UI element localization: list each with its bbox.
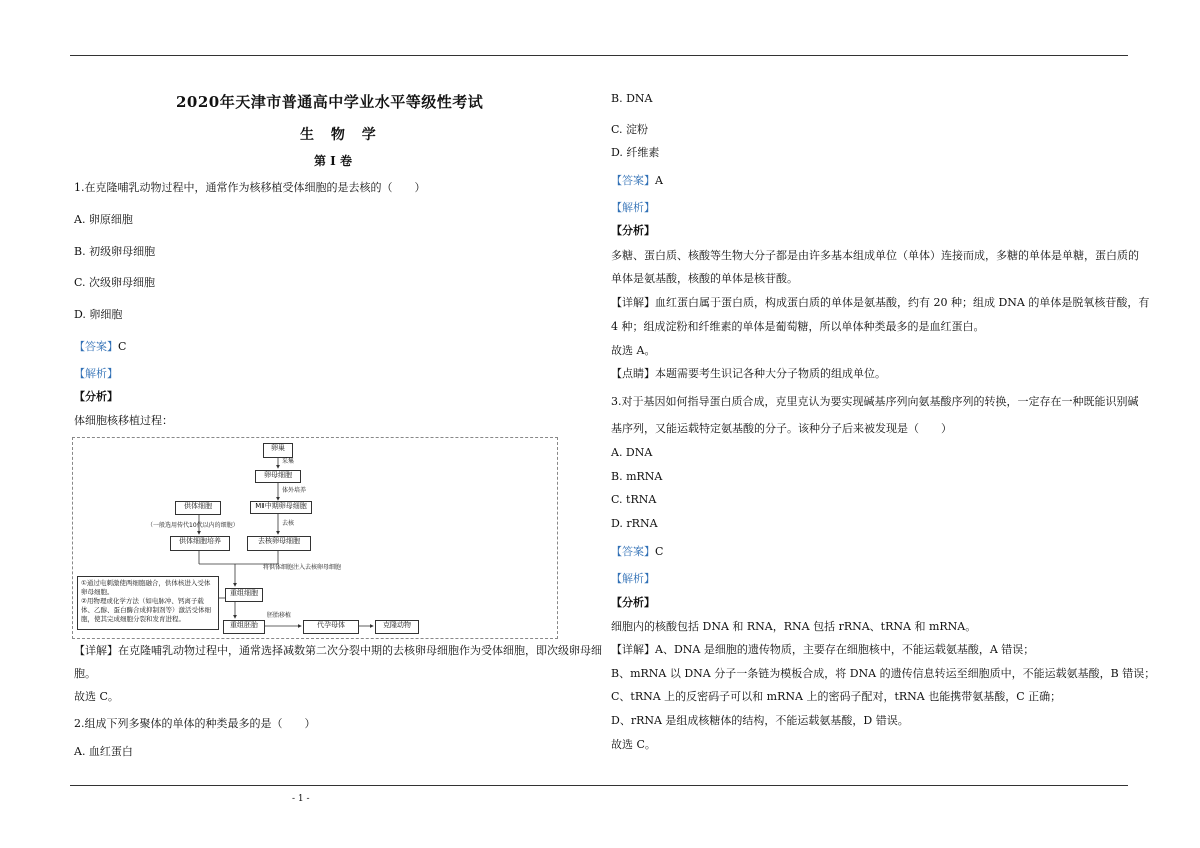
q1-option-b: B. 初级卵母细胞 (74, 245, 156, 258)
page-subtitle: 生 物 学 (300, 127, 382, 143)
nuclear-transfer-flowchart (72, 437, 558, 639)
q1-conclusion: 故选 C。 (74, 690, 119, 703)
q3-analysis-tag: 【解析】 (611, 572, 655, 585)
q3-option-d: D. rRNA (611, 517, 658, 530)
q2-option-a: A. 血红蛋白 (74, 745, 133, 758)
q3-option-b: B. mRNA (611, 470, 663, 483)
box-oocyte: 卵母细胞 (255, 470, 301, 483)
q2-answer (611, 174, 663, 188)
box-donor-culture: 供体细胞培养 (170, 536, 230, 551)
label-embryo-transfer: 胚胎移植 (267, 612, 292, 619)
q1-option-a: A. 卵原细胞 (74, 213, 133, 226)
q1-option-d: D. 卵细胞 (74, 308, 123, 321)
q3-detail-c: C、tRNA 上的反密码子可以和 mRNA 上的密码子配对，tRNA 也能携带氨基酸，C 正确； (611, 690, 1062, 703)
box-ovary: 卵巢 (263, 443, 293, 458)
q2-option-b: B. DNA (611, 92, 653, 105)
box-enucleated-oocyte: 去核卵母细胞 (247, 536, 311, 551)
q2-fenxi-1: 多糖、蛋白质、核酸等生物大分子都是由许多基本组成单位（单体）连接而成，多糖的单体是单糖，蛋白质的 (611, 249, 1139, 262)
answer-value: A (655, 174, 663, 187)
q3-answer (611, 545, 663, 559)
q3-stem-1: 3.对于基因如何指导蛋白质合成，克里克认为要实现碱基序列向氨基酸序列的转换，一定存在一种既能识别碱 (611, 395, 1139, 408)
q3-option-a: A. DNA (611, 446, 653, 459)
q3-detail-a: 【详解】A、DNA 是细胞的遗传物质，主要存在细胞核中，不能运载氨基酸，A 错误； (611, 643, 1035, 656)
q2-option-d: D. 纤维素 (611, 146, 660, 159)
label-enucleate: 去核 (282, 520, 295, 527)
q3-option-c: C. tRNA (611, 493, 657, 506)
q1-detail-2: 胞。 (74, 667, 96, 680)
answer-tag: 【答案】 (611, 545, 655, 558)
volume-label: 第 I 卷 (314, 154, 352, 168)
q2-conclusion: 故选 A。 (611, 344, 656, 357)
q1-intro: 体细胞核移植过程： (74, 414, 173, 427)
bottom-rule (70, 785, 1128, 786)
answer-tag: 【答案】 (611, 174, 655, 187)
page-number: - 1 - (292, 794, 310, 804)
q2-option-c: C. 淀粉 (611, 123, 649, 136)
q3-conclusion: 故选 C。 (611, 738, 656, 751)
q3-detail-d: D、rRNA 是组成核糖体的结构，不能运载氨基酸，D 错误。 (611, 714, 909, 727)
q2-analysis-tag: 【解析】 (611, 201, 655, 214)
q2-detail-2: 4 种；组成淀粉和纤维素的单体是葡萄糖，所以单体种类最多的是血红蛋白。 (611, 320, 985, 333)
q1-detail-1: 【详解】在克隆哺乳动物过程中，通常选择减数第二次分裂中期的去核卵母细胞作为受体细胞，即次级卵母细 (74, 644, 602, 657)
box-mii-oocyte: MⅡ中期卵母细胞 (250, 501, 312, 514)
q2-stem: 2.组成下列多聚体的单体的种类最多的是（ ） (74, 717, 316, 730)
q3-detail-b: B、mRNA 以 DNA 分子一条链为模板合成，将 DNA 的遗传信息转运至细胞质中，不能运载氨基酸，B 错误； (611, 667, 1156, 680)
q1-analysis-tag: 【解析】 (74, 367, 118, 380)
q2-fenxi: 【分析】 (611, 224, 655, 237)
q1-fenxi: 【分析】 (74, 390, 118, 403)
label-collect: 采集 (282, 458, 295, 465)
q2-dianjing: 【点睛】本题需要考生识记各种大分子物质的组成单位。 (611, 367, 886, 380)
q3-stem-2: 基序列，又能运载特定氨基酸的分子。该种分子后来被发现是（ ） (611, 422, 952, 435)
q2-detail-1: 【详解】血红蛋白属于蛋白质，构成蛋白质的单体是氨基酸，约有 20 种；组成 DNA 的单体是脱氧核苷酸，有 (611, 296, 1150, 309)
q1-answer (74, 340, 126, 354)
fusion-activation-note: ①通过电刺激使两细胞融合，供体核进入受体卵母细胞。 ②用物理或化学方法（如电脉冲、钙离子载体、乙醇、蛋白酶合成抑制剂等）激活受体细胞，使其完成细胞分裂和发育进程。 (77, 576, 219, 630)
q1-option-c: C. 次级卵母细胞 (74, 276, 156, 289)
label-donor-note: （一般选用传代10代以内的细胞） (147, 522, 239, 529)
q3-fenxi-1: 细胞内的核酸包括 DNA 和 RNA，RNA 包括 rRNA、tRNA 和 mRNA。 (611, 620, 977, 633)
label-culture: 体外培养 (282, 487, 307, 494)
page-title: 2020年天津市普通高中学业水平等级性考试 (176, 93, 484, 111)
box-donor-cell: 供体细胞 (175, 501, 221, 515)
q3-fenxi: 【分析】 (611, 596, 655, 609)
box-surrogate: 代孕母体 (303, 620, 359, 634)
label-inject: 将供体细胞注入去核卵母细胞 (263, 564, 342, 571)
answer-value: C (655, 545, 664, 558)
box-clone-animal: 克隆动物 (375, 620, 419, 634)
box-recombinant-cell: 重组细胞 (225, 588, 263, 602)
answer-value: C (118, 340, 127, 353)
top-rule (70, 55, 1128, 56)
box-recombinant-embryo: 重组胚胎 (223, 620, 265, 634)
answer-tag: 【答案】 (74, 340, 118, 353)
q1-stem: 1.在克隆哺乳动物过程中，通常作为核移植受体细胞的是去核的（ ） (74, 181, 426, 194)
q2-fenxi-2: 单体是氨基酸，核酸的单体是核苷酸。 (611, 272, 798, 285)
